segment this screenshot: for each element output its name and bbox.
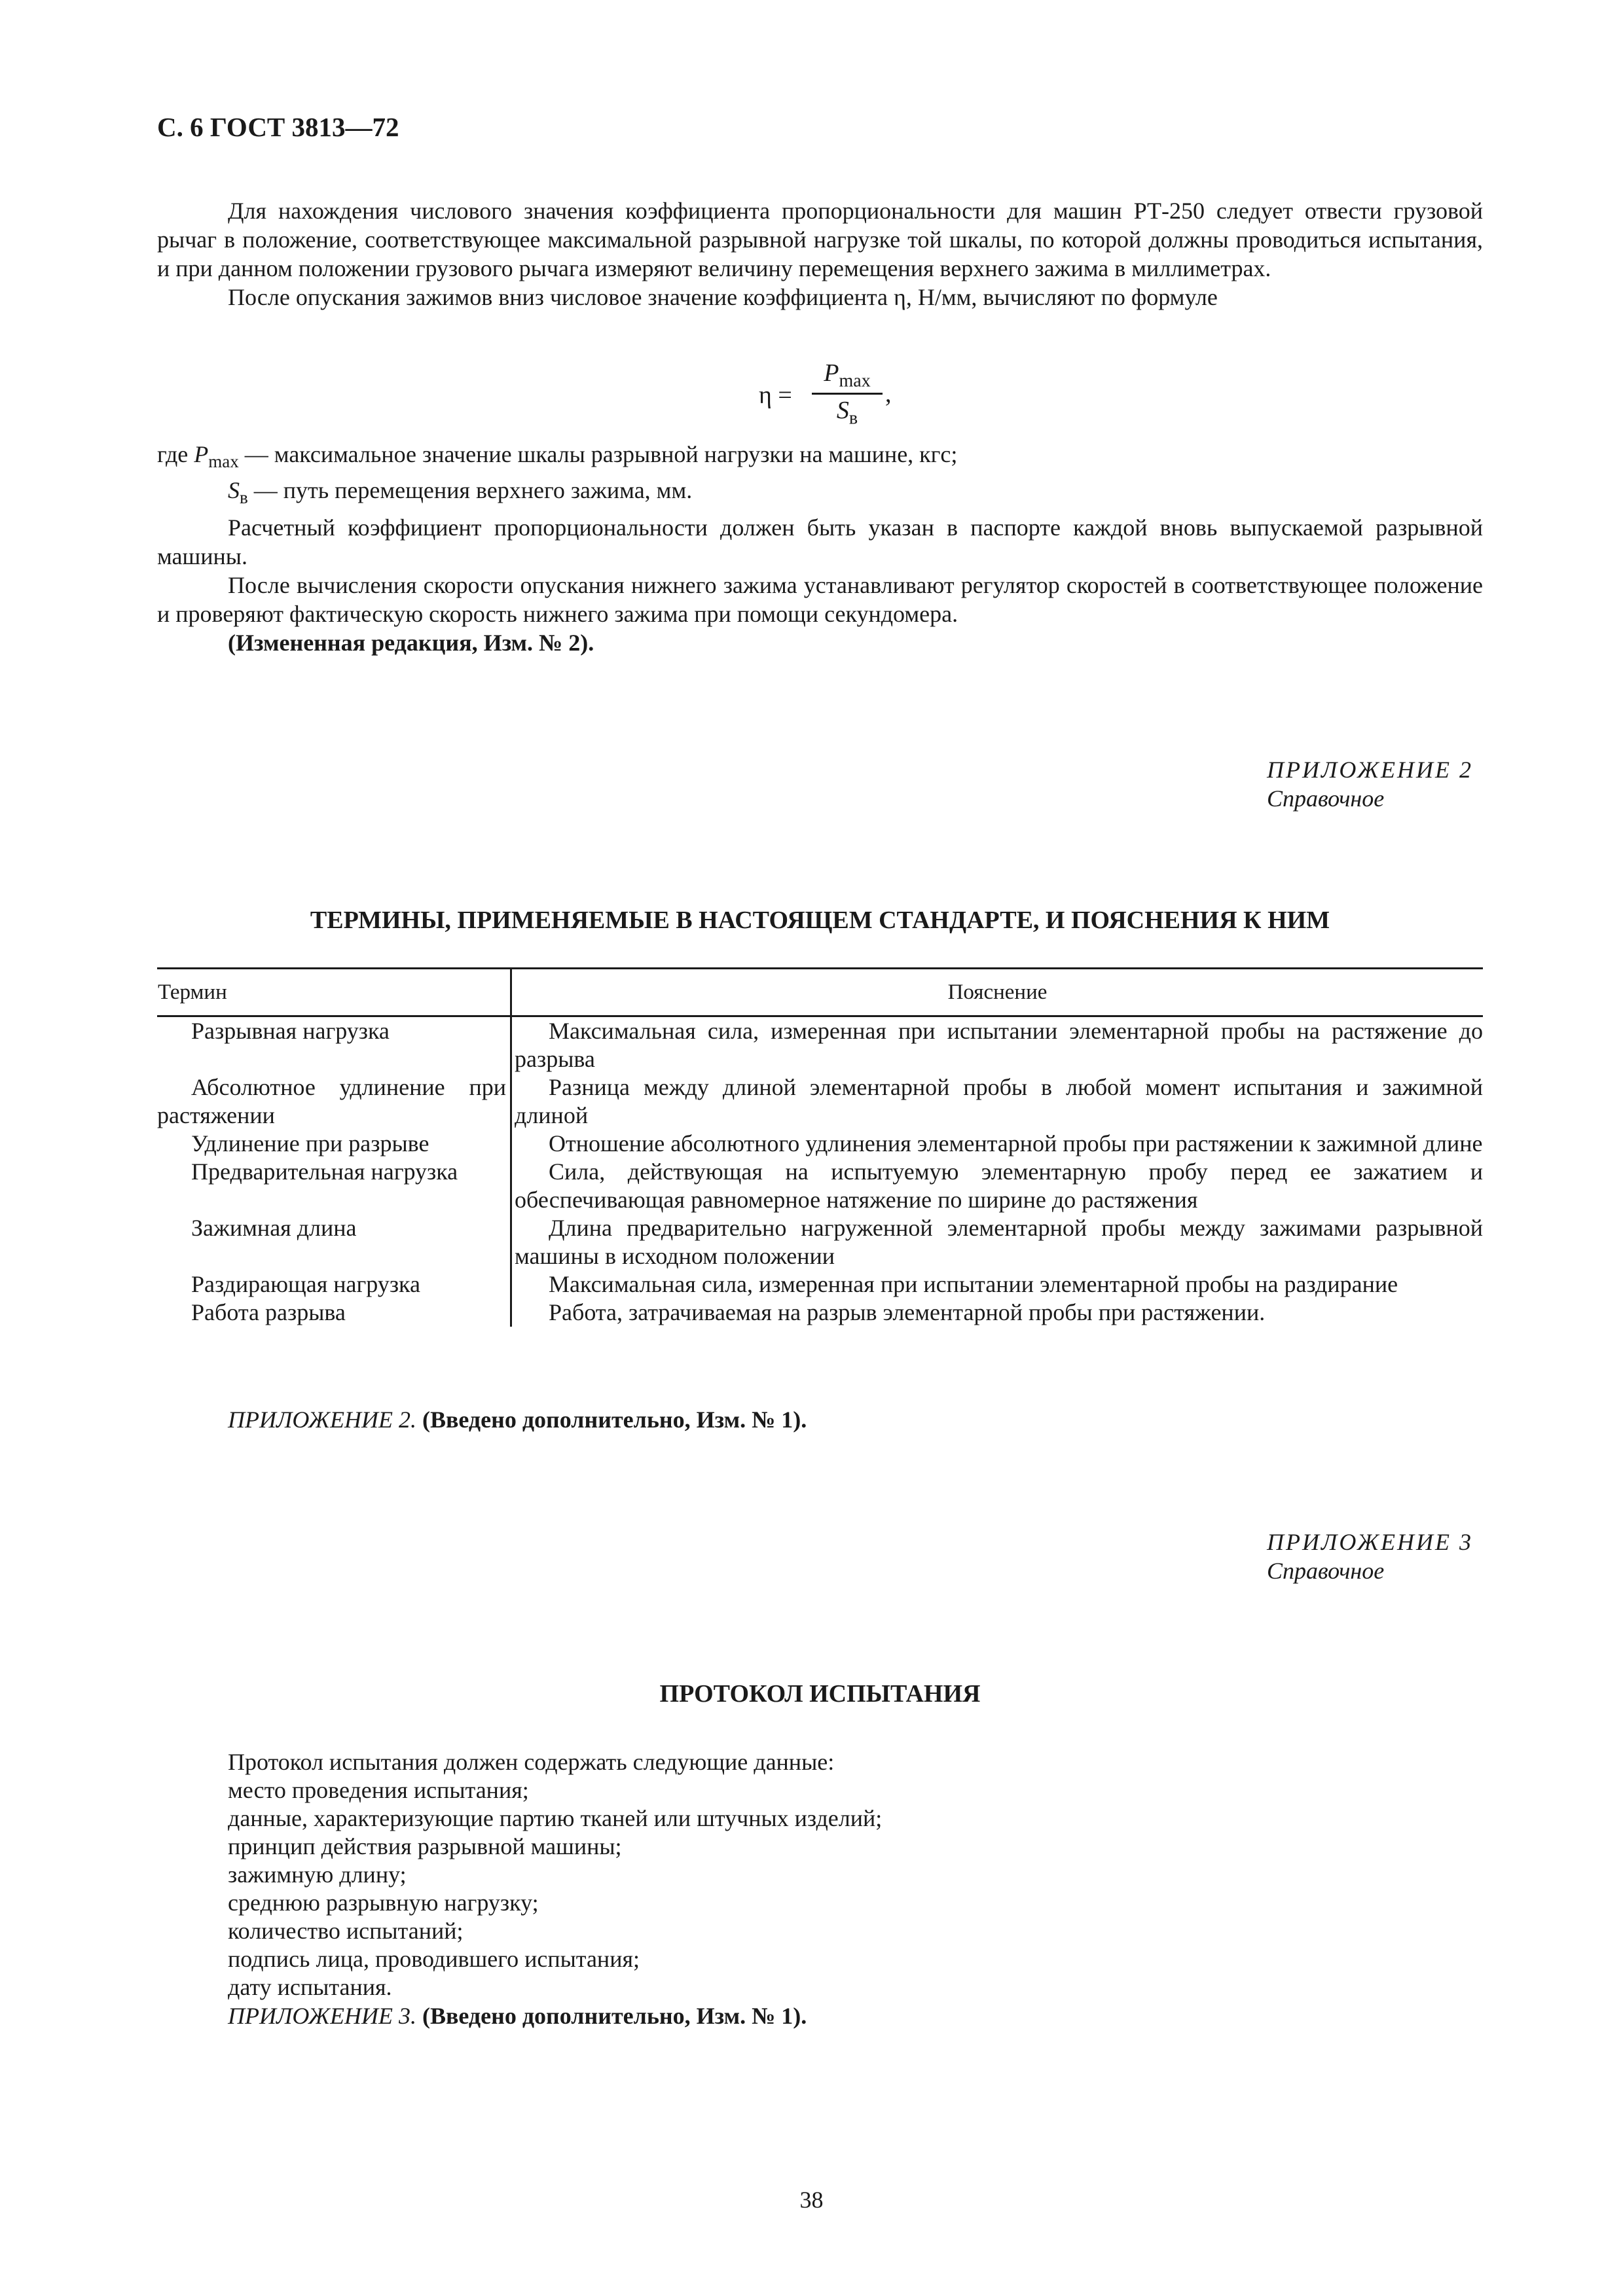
col-header-explanation: Пояснение [511,969,1484,1016]
list-item: данные, характеризующие партию тканей или штучных изделий; [228,1805,883,1831]
table-row [157,1299,1483,1327]
explanation-text: Разница между длиной элементарной пробы в любой момент испытания и зажимной длиной [515,1074,1483,1128]
formula-denominator: $S_в$ [836,397,858,429]
list-item: подпись лица, проводившего испытания; [228,1946,640,1972]
appendix2-title: ТЕРМИНЫ, ПРИМЕНЯЕМЫЕ В НАСТОЯЩЕМ СТАНДАРТЕ, И ПОЯСНЕНИЯ К НИМ [310,906,1330,934]
list-item: количество испытаний; [228,1918,464,1944]
list-item: среднюю разрывную нагрузку; [228,1890,539,1916]
explanation-cell [511,1214,1484,1270]
intro-paragraph-2: После опускания зажимов вниз числовое значение коэффициента η, Н/мм, вычисляют по формуле [228,284,1218,310]
explanation-cell [511,1016,1484,1074]
appendix3-kind: Справочное [1267,1558,1385,1584]
table-row [157,1270,1483,1299]
list-item: принцип действия разрывной машины; [228,1833,622,1859]
appendix2-kind: Справочное [1267,785,1385,812]
term-cell [157,1130,511,1158]
list-item: зажимную длину; [228,1861,407,1888]
page-header: С. 6 ГОСТ 3813—72 [157,112,399,142]
term-cell [157,1073,511,1130]
explanation-text: Длина предварительно нагруженной элементарной пробы между зажимами разрывной машины в исходном положении [515,1215,1483,1269]
table-row [157,1016,1483,1074]
term-text: Раздирающая нагрузка [191,1271,420,1297]
paragraph-coefficient: Расчетный коэффициент пропорциональности должен быть указан в паспорте каждой вновь выпускаемой разрывной машины. [157,514,1483,569]
term-cell [157,1158,511,1214]
table-row [157,1130,1483,1158]
term-cell [157,1299,511,1327]
term-text: Работа разрыва [191,1299,346,1325]
appendix3-label: ПРИЛОЖЕНИЕ 3 [1267,1529,1473,1555]
legend-line-pmax: где $P_{max}$ — максимальное значение шкалы разрывной нагрузки на машине, кгс; [157,441,958,472]
term-text: Предварительная нагрузка [191,1158,458,1185]
formula-numerator: $P_{max}$ [824,359,871,391]
terms-table-header [157,969,1483,1016]
fraction-bar [812,393,883,395]
term-cell [157,1270,511,1299]
explanation-text: Отношение абсолютного удлинения элементарной пробы при растяжении к зажимной длине [549,1130,1483,1157]
intro-paragraph-1: Для нахождения числового значения коэффициента пропорциональности для машин РТ-250 следует отвести грузовой рычаг в положение, соответствующее максимальной разрывной нагрузке той шкалы, по которой должны проводиться испытания, и при данном положении грузового рычага измеряют величину перемещения верхнего зажима в миллиметрах. [157,198,1483,281]
explanation-text: Максимальная сила, измеренная при испытании элементарной пробы на раздирание [549,1271,1398,1297]
list-item: дату испытания. [228,1974,392,2000]
explanation-cell [511,1130,1484,1158]
appendix3-title: ПРОТОКОЛ ИСПЫТАНИЯ [659,1680,981,1708]
table-row [157,1073,1483,1130]
explanation-text: Работа, затрачиваемая на разрыв элементарной пробы при растяжении. [549,1299,1266,1325]
terms-table [157,967,1483,1327]
appendix2-label-block [1267,755,1473,813]
explanation-cell [511,1299,1484,1327]
intro-block [157,196,1483,312]
explanation-cell [511,1073,1484,1130]
formula-fraction [812,359,883,429]
table-row [157,1158,1483,1214]
explanation-text: Сила, действующая на испытуемую элементарную пробу перед ее зажатием и обеспечивающая равномерное натяжение по ширине до растяжения [515,1158,1483,1213]
term-text: Удлинение при разрыве [191,1130,429,1157]
explanation-text: Максимальная сила, измеренная при испытании элементарной пробы на растяжение до разрыва [515,1018,1483,1072]
appendix2-note: ПРИЛОЖЕНИЕ 2. (Введено дополнительно, Изм. № 1). [228,1407,807,1433]
appendix2-label: ПРИЛОЖЕНИЕ 2 [1267,757,1473,783]
protocol-list [228,1748,882,2001]
paragraph-speed: После вычисления скорости опускания нижнего зажима устанавливают регулятор скоростей в соответствующее положение и проверяют фактическую скорость нижнего зажима при помощи секундомера. [157,572,1483,627]
term-text: Зажимная длина [191,1215,357,1241]
explanation-cell [511,1270,1484,1299]
term-text: Разрывная нагрузка [191,1018,390,1044]
amendment-note: (Измененная редакция, Изм. № 2). [228,630,594,656]
formula-lhs: η = [759,382,792,409]
col-header-term: Термин [157,969,511,1016]
term-text: Абсолютное удлинение при растяжении [157,1074,506,1128]
terms-table-body [157,1016,1483,1327]
formula [740,359,936,431]
list-item: место проведения испытания; [228,1777,529,1803]
page-number: 38 [799,2187,824,2213]
term-cell [157,1214,511,1270]
term-cell [157,1016,511,1074]
list-item: Протокол испытания должен содержать следующие данные: [228,1749,835,1775]
formula-legend [157,440,1483,512]
appendix3-label-block [1267,1528,1473,1585]
explanation-cell [511,1158,1484,1214]
appendix3-note: ПРИЛОЖЕНИЕ 3. (Введено дополнительно, Изм. № 1). [228,2003,807,2029]
legend-line-sv: $S_в$ — путь перемещения верхнего зажима, мм. [228,477,693,508]
formula-comma: , [885,380,892,408]
after-formula-block [157,513,1483,657]
table-row [157,1214,1483,1270]
